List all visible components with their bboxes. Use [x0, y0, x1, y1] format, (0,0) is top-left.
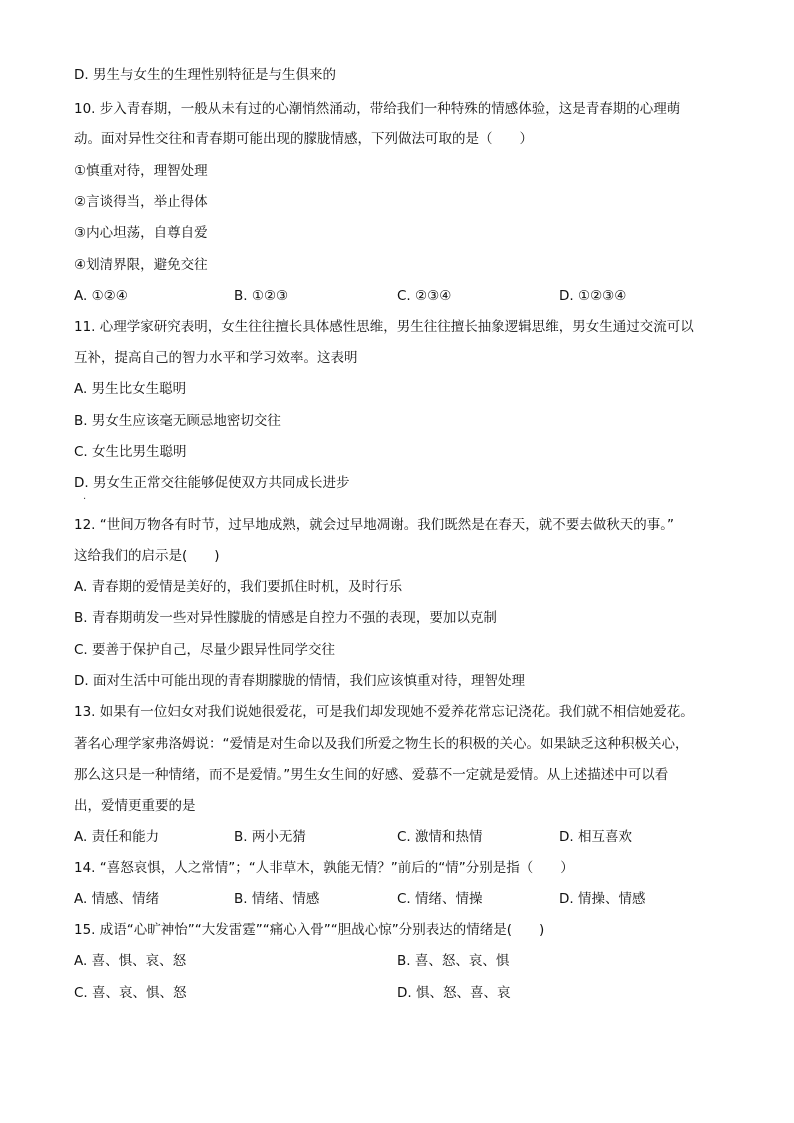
- q12-option-d: D. 面对生活中可能出现的青春期朦胧的情情，我们应该慎重对待，理智处理: [74, 673, 525, 689]
- stray-mark: .: [83, 491, 87, 502]
- q10-statement-4: ④划清界限，避免交往: [74, 257, 208, 273]
- q14-stem: 14. “喜怒哀惧，人之常情”；“人非草木，孰能无情？”前后的“情”分别是指（ ）: [74, 860, 574, 876]
- q14-options: [74, 890, 734, 908]
- q14-option-b: B. 情绪、情感: [234, 891, 320, 907]
- q13-stem-line3: 那么这只是一种情绪，而不是爱情。”男生女生间的好感、爱慕不一定就是爱情。从上述描述中可以看: [74, 767, 669, 783]
- q13-stem-line4: 出，爱情更重要的是: [74, 798, 196, 814]
- q12-stem-line1: 12. “世间万物各有时节，过早地成熟，就会过早地凋谢。我们既然是在春天，就不要去做秋天的事。”: [74, 517, 674, 533]
- q11-option-d: D. 男女生正常交往能够促使双方共同成长进步: [74, 475, 350, 491]
- q11-stem-line2: 互补，提高自己的智力水平和学习效率。这表明: [74, 350, 358, 366]
- q10-statement-2: ②言谈得当，举止得体: [74, 194, 208, 210]
- q10-stem-line2: 动。面对异性交往和青春期可能出现的朦胧情感，下列做法可取的是（ ）: [74, 131, 533, 147]
- q10-option-d: D. ①②③④: [559, 288, 627, 304]
- q13-option-c: C. 激情和热情: [397, 829, 483, 845]
- q15-stem: 15. 成语“心旷神怡”“大发雷霆”“痛心入骨”“胆战心惊”分别表达的情绪是( ): [74, 922, 545, 938]
- q13-option-d: D. 相互喜欢: [559, 829, 632, 845]
- q12-option-c: C. 要善于保护自己，尽量少跟异性同学交往: [74, 642, 336, 658]
- q12-option-b: B. 青春期萌发一些对异性朦胧的情感是自控力不强的表现，要加以克制: [74, 610, 497, 626]
- q11-option-c: C. 女生比男生聪明: [74, 444, 187, 460]
- q10-option-b: B. ①②③: [234, 288, 289, 304]
- q15-option-c: C. 喜、哀、惧、怒: [74, 985, 187, 1001]
- q12-stem-line2: 这给我们的启示是( ): [74, 548, 220, 564]
- q10-option-c: C. ②③④: [397, 288, 452, 304]
- q10-stem-line1: 10. 步入青春期，一般从未有过的心潮悄然涌动，带给我们一种特殊的情感体验，这是青春期的心理萌: [74, 101, 681, 117]
- q15-option-b: B. 喜、怒、哀、惧: [397, 953, 510, 969]
- q9-option-d: D. 男生与女生的生理性别特征是与生俱来的: [74, 67, 336, 83]
- q10-option-a: A. ①②④: [74, 288, 128, 304]
- q10-options: [74, 287, 734, 305]
- q14-option-d: D. 情操、情感: [559, 891, 646, 907]
- q13-option-a: A. 责任和能力: [74, 829, 160, 845]
- q13-stem-line1: 13. 如果有一位妇女对我们说她很爱花，可是我们却发现她不爱养花常忘记浇花。我们就不相信她爱花。: [74, 704, 694, 720]
- q13-option-b: B. 两小无猜: [234, 829, 306, 845]
- q15-options-row2: [74, 984, 734, 1002]
- q11-option-b: B. 男女生应该毫无顾忌地密切交往: [74, 413, 281, 429]
- q15-option-d: D. 惧、怒、喜、哀: [397, 985, 511, 1001]
- q12-option-a: A. 青春期的爱情是美好的，我们要抓住时机，及时行乐: [74, 579, 403, 595]
- q10-statement-1: ①慎重对待，理智处理: [74, 163, 208, 179]
- q15-options-row1: [74, 952, 734, 970]
- q11-option-a: A. 男生比女生聪明: [74, 381, 187, 397]
- q14-option-c: C. 情绪、情操: [397, 891, 483, 907]
- q11-stem-line1: 11. 心理学家研究表明，女生往往擅长具体感性思维，男生往往擅长抽象逻辑思维，男女生通过交流可以: [74, 319, 694, 335]
- q13-options: [74, 828, 734, 846]
- q14-option-a: A. 情感、情绪: [74, 891, 160, 907]
- q15-option-a: A. 喜、惧、哀、怒: [74, 953, 187, 969]
- q13-stem-line2: 著名心理学家弗洛姆说：“爱情是对生命以及我们所爱之物生长的积极的关心。如果缺乏这种积极关心，: [74, 736, 689, 752]
- q10-statement-3: ③内心坦荡，自尊自爱: [74, 225, 208, 241]
